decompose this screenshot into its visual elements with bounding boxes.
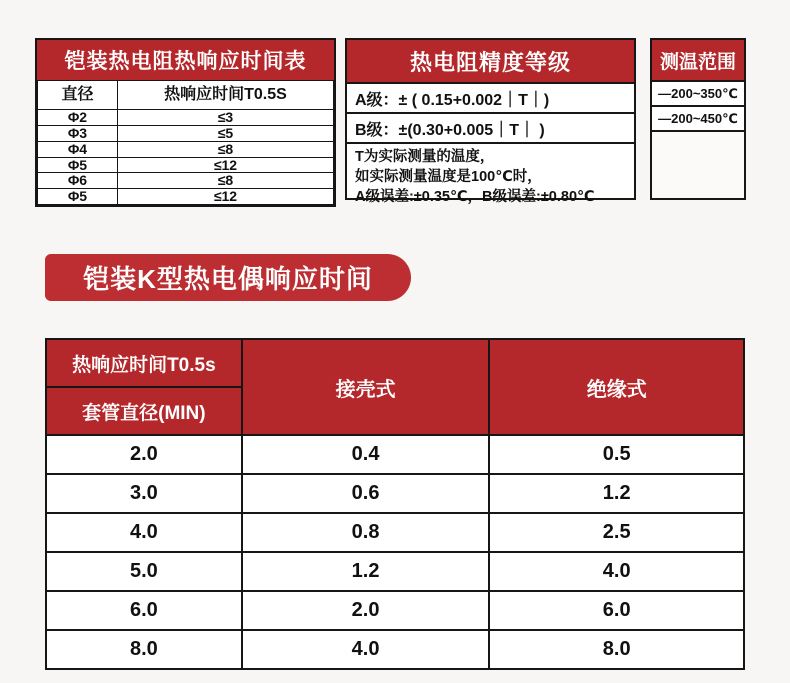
note-line: A级误差:±0.35℃，B级误差:±0.80℃ (355, 189, 595, 205)
table-cell: 2.5 (489, 513, 744, 552)
table-cell: 8.0 (46, 630, 242, 669)
table-cell: 2.0 (46, 435, 242, 474)
table-row (38, 157, 334, 173)
table-row (46, 435, 744, 474)
table-header-row (38, 81, 334, 110)
response-time-header: 热响应时间T0.5s (46, 339, 242, 387)
insulated-type-header: 绝缘式 (489, 339, 744, 435)
note-line: T为实际测量的温度， (355, 149, 495, 165)
table-row (38, 189, 334, 205)
table-cell: 0.6 (242, 474, 490, 513)
table-cell: 4.0 (242, 630, 490, 669)
table-cell: 8.0 (489, 630, 744, 669)
table-cell: ≤12 (117, 157, 333, 173)
temperature-range-table (650, 38, 746, 200)
table-row (46, 513, 744, 552)
k-type-table (45, 338, 745, 670)
note-line: 如实际测量温度是100℃时， (355, 169, 542, 185)
range-row: —200~350℃ (652, 80, 744, 105)
table-cell: 2.0 (242, 591, 490, 630)
rtd-response-time-table (35, 38, 336, 207)
table-cell: 4.0 (46, 513, 242, 552)
table-cell: ≤5 (117, 126, 333, 142)
table-row (38, 173, 334, 189)
range-row: —200~450℃ (652, 105, 744, 130)
grade-b-spec: B级：±(0.30+0.005｜T｜ ) (347, 112, 634, 142)
table-cell: 1.2 (489, 474, 744, 513)
table-cell: ≤3 (117, 110, 333, 126)
table-cell: ≤8 (117, 173, 333, 189)
table-cell: ≤8 (117, 141, 333, 157)
table-cell: 6.0 (46, 591, 242, 630)
table-cell: 6.0 (489, 591, 744, 630)
table-cell: ≤12 (117, 189, 333, 205)
response-time-column-header: 热响应时间T0.5S (117, 81, 333, 110)
section-banner: 铠装K型热电偶响应时间 (45, 254, 411, 301)
rtd-table (37, 80, 334, 205)
diameter-column-header: 直径 (38, 81, 118, 110)
sheath-diameter-header: 套管直径(MIN) (46, 387, 242, 435)
k-type-response-table (45, 338, 745, 663)
rtd-accuracy-grade-table (345, 38, 636, 205)
table-header-row (46, 339, 744, 387)
table-cell: 4.0 (489, 552, 744, 591)
shell-type-header: 接壳式 (242, 339, 490, 435)
table-row (46, 591, 744, 630)
table-row (46, 474, 744, 513)
grade-a-spec: A级：± ( 0.15+0.002｜T｜) (347, 82, 634, 112)
table-cell: Φ2 (38, 110, 118, 126)
table-cell: Φ5 (38, 189, 118, 205)
table-row (46, 630, 744, 669)
table-row (38, 110, 334, 126)
table-row (46, 552, 744, 591)
table-row (38, 126, 334, 142)
table-cell: 3.0 (46, 474, 242, 513)
table-cell: 0.8 (242, 513, 490, 552)
table-row (38, 141, 334, 157)
rtd-table-title: 铠装热电阻热响应时间表 (37, 40, 334, 80)
range-table-title: 测温范围 (652, 40, 744, 80)
table-cell: 1.2 (242, 552, 490, 591)
table-cell: 0.5 (489, 435, 744, 474)
table-cell: Φ5 (38, 157, 118, 173)
accuracy-note (347, 142, 634, 209)
table-cell: 5.0 (46, 552, 242, 591)
table-cell: 0.4 (242, 435, 490, 474)
table-cell: Φ3 (38, 126, 118, 142)
table-cell: Φ6 (38, 173, 118, 189)
accuracy-table-title: 热电阻精度等级 (347, 40, 634, 82)
empty-cell (652, 130, 744, 198)
table-cell: Φ4 (38, 141, 118, 157)
